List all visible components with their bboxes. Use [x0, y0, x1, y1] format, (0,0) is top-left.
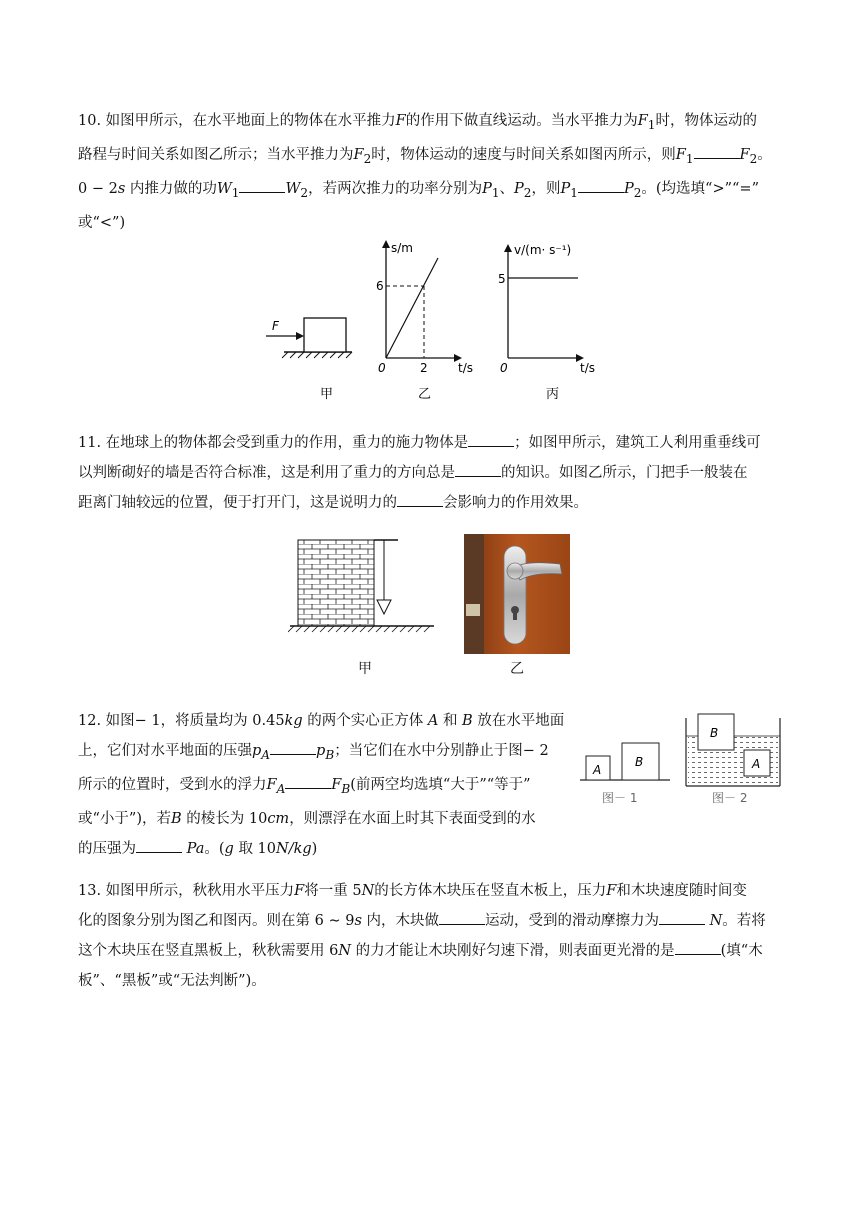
block-b-label: B: [635, 755, 644, 769]
brick-wall-figure: [288, 534, 438, 634]
door-handle-figure: [464, 534, 570, 654]
block-b-label: B: [710, 726, 719, 740]
tick-6: 6: [376, 279, 384, 293]
question-10: [78, 106, 784, 238]
caption-bing: 丙: [546, 387, 560, 402]
q12-line-2: 上，它们对水平地面的压强$p_A$ $p_B$；当它们在水中分别静止于图− 2: [78, 736, 578, 770]
fig2-caption: 图－ 2: [712, 791, 748, 805]
q11-line-1: 11. 在地球上的物体都会受到重力的作用，重力的施力物体是 ；如图甲所示，建筑工人利用重垂线可: [78, 428, 784, 458]
caption-yi: 乙: [510, 661, 524, 677]
q13-line-4: 板”、“黑板”或“无法判断”)。: [78, 973, 266, 989]
caption-jia: 甲: [320, 387, 334, 402]
graph-bing: [498, 243, 595, 375]
figure-jia-block: [266, 318, 352, 358]
answer-blank[interactable]: [239, 178, 285, 193]
q12-line-5: 的压强为 Pa。(g 取 10N/kg): [78, 834, 578, 864]
caption-jia: 甲: [358, 661, 372, 677]
q13-line-3: 这个木块压在竖直黑板上，秋秋需要用 6N 的力才能让木块刚好匀速下滑，则表面更光滑的是 (填“木: [78, 936, 784, 966]
q10-figure: [258, 236, 618, 406]
question-12: [78, 706, 578, 864]
block-a-label: A: [593, 763, 602, 777]
block-a-label: A: [752, 757, 761, 771]
fig1-caption: 图－ 1: [602, 791, 638, 805]
graph-yi: [376, 240, 473, 375]
q12-line-4: 或“小于”)，若B 的棱长为 10cm，则漂浮在水面上时其下表面受到的水: [78, 810, 536, 827]
t-axis-label: t/s: [458, 361, 473, 375]
origin-label: 0: [378, 361, 386, 375]
q13-line-1: 13. 如图甲所示，秋秋用水平压力F将一重 5N的长方体木块压在竖直木板上，压力F和木块速度随时间变: [78, 883, 747, 899]
q10-line-2: 路程与时间关系如图乙所示；当水平推力为$F_2$时，物体运动的速度与时间关系如图丙所示，则$F_1$ $F_2$。: [78, 140, 784, 174]
tick-5: 5: [498, 272, 506, 286]
answer-blank[interactable]: [659, 910, 705, 925]
answer-blank[interactable]: [468, 432, 514, 447]
answer-blank[interactable]: [694, 144, 740, 159]
answer-blank[interactable]: [455, 462, 501, 477]
answer-blank[interactable]: [675, 940, 721, 955]
q12-line-1: 12. 如图− 1，将质量均为 0.45kg 的两个实心正方体 A 和 B 放在水平地面: [78, 713, 565, 729]
q10-line-3: 0 − 2s 内推力做的功$W_1$ $W_2$，若两次推力的功率分别为$P_1$、$P_2$，则$P_1$ $P_2$。(均选填“>”“=”: [78, 174, 784, 208]
answer-blank[interactable]: [397, 492, 443, 507]
tick-2: 2: [420, 361, 428, 375]
q10-line-1: 10. 如图甲所示，在水平地面上的物体在水平推力F的作用下做直线运动。当水平推力为$F_1$时，物体运动的: [78, 113, 757, 132]
s-axis-label: s/m: [391, 241, 413, 255]
answer-blank[interactable]: [270, 740, 316, 755]
answer-blank[interactable]: [136, 838, 182, 853]
q12-line-3: 所示的位置时，受到水的浮力$F_A$ $F_B$(前两空均选填“大于”“等于”: [78, 770, 578, 804]
question-11: [78, 428, 784, 518]
q13-line-2: 化的图象分别为图乙和图丙。则在第 6 ∼ 9s 内，木块做 运动，受到的滑动摩擦力为 N。若将: [78, 906, 784, 936]
answer-blank[interactable]: [578, 178, 624, 193]
origin-label: 0: [500, 361, 508, 375]
v-axis-label: v/(m· s⁻¹): [514, 243, 572, 257]
answer-blank[interactable]: [439, 910, 485, 925]
caption-yi: 乙: [418, 387, 432, 402]
q11-line-3: 距离门轴较远的位置，便于打开门，这是说明力的 会影响力的作用效果。: [78, 488, 784, 518]
q10-line-4: 或“<”): [78, 214, 126, 231]
answer-blank[interactable]: [285, 774, 331, 789]
t-axis-label: t/s: [580, 361, 595, 375]
q12-figure: [578, 710, 784, 810]
q11-line-2: 以判断砌好的墙是否符合标准，这是利用了重力的方向总是 的知识。如图乙所示，门把手一般装在: [78, 458, 784, 488]
question-13: [78, 876, 784, 996]
force-label: F: [272, 319, 279, 333]
